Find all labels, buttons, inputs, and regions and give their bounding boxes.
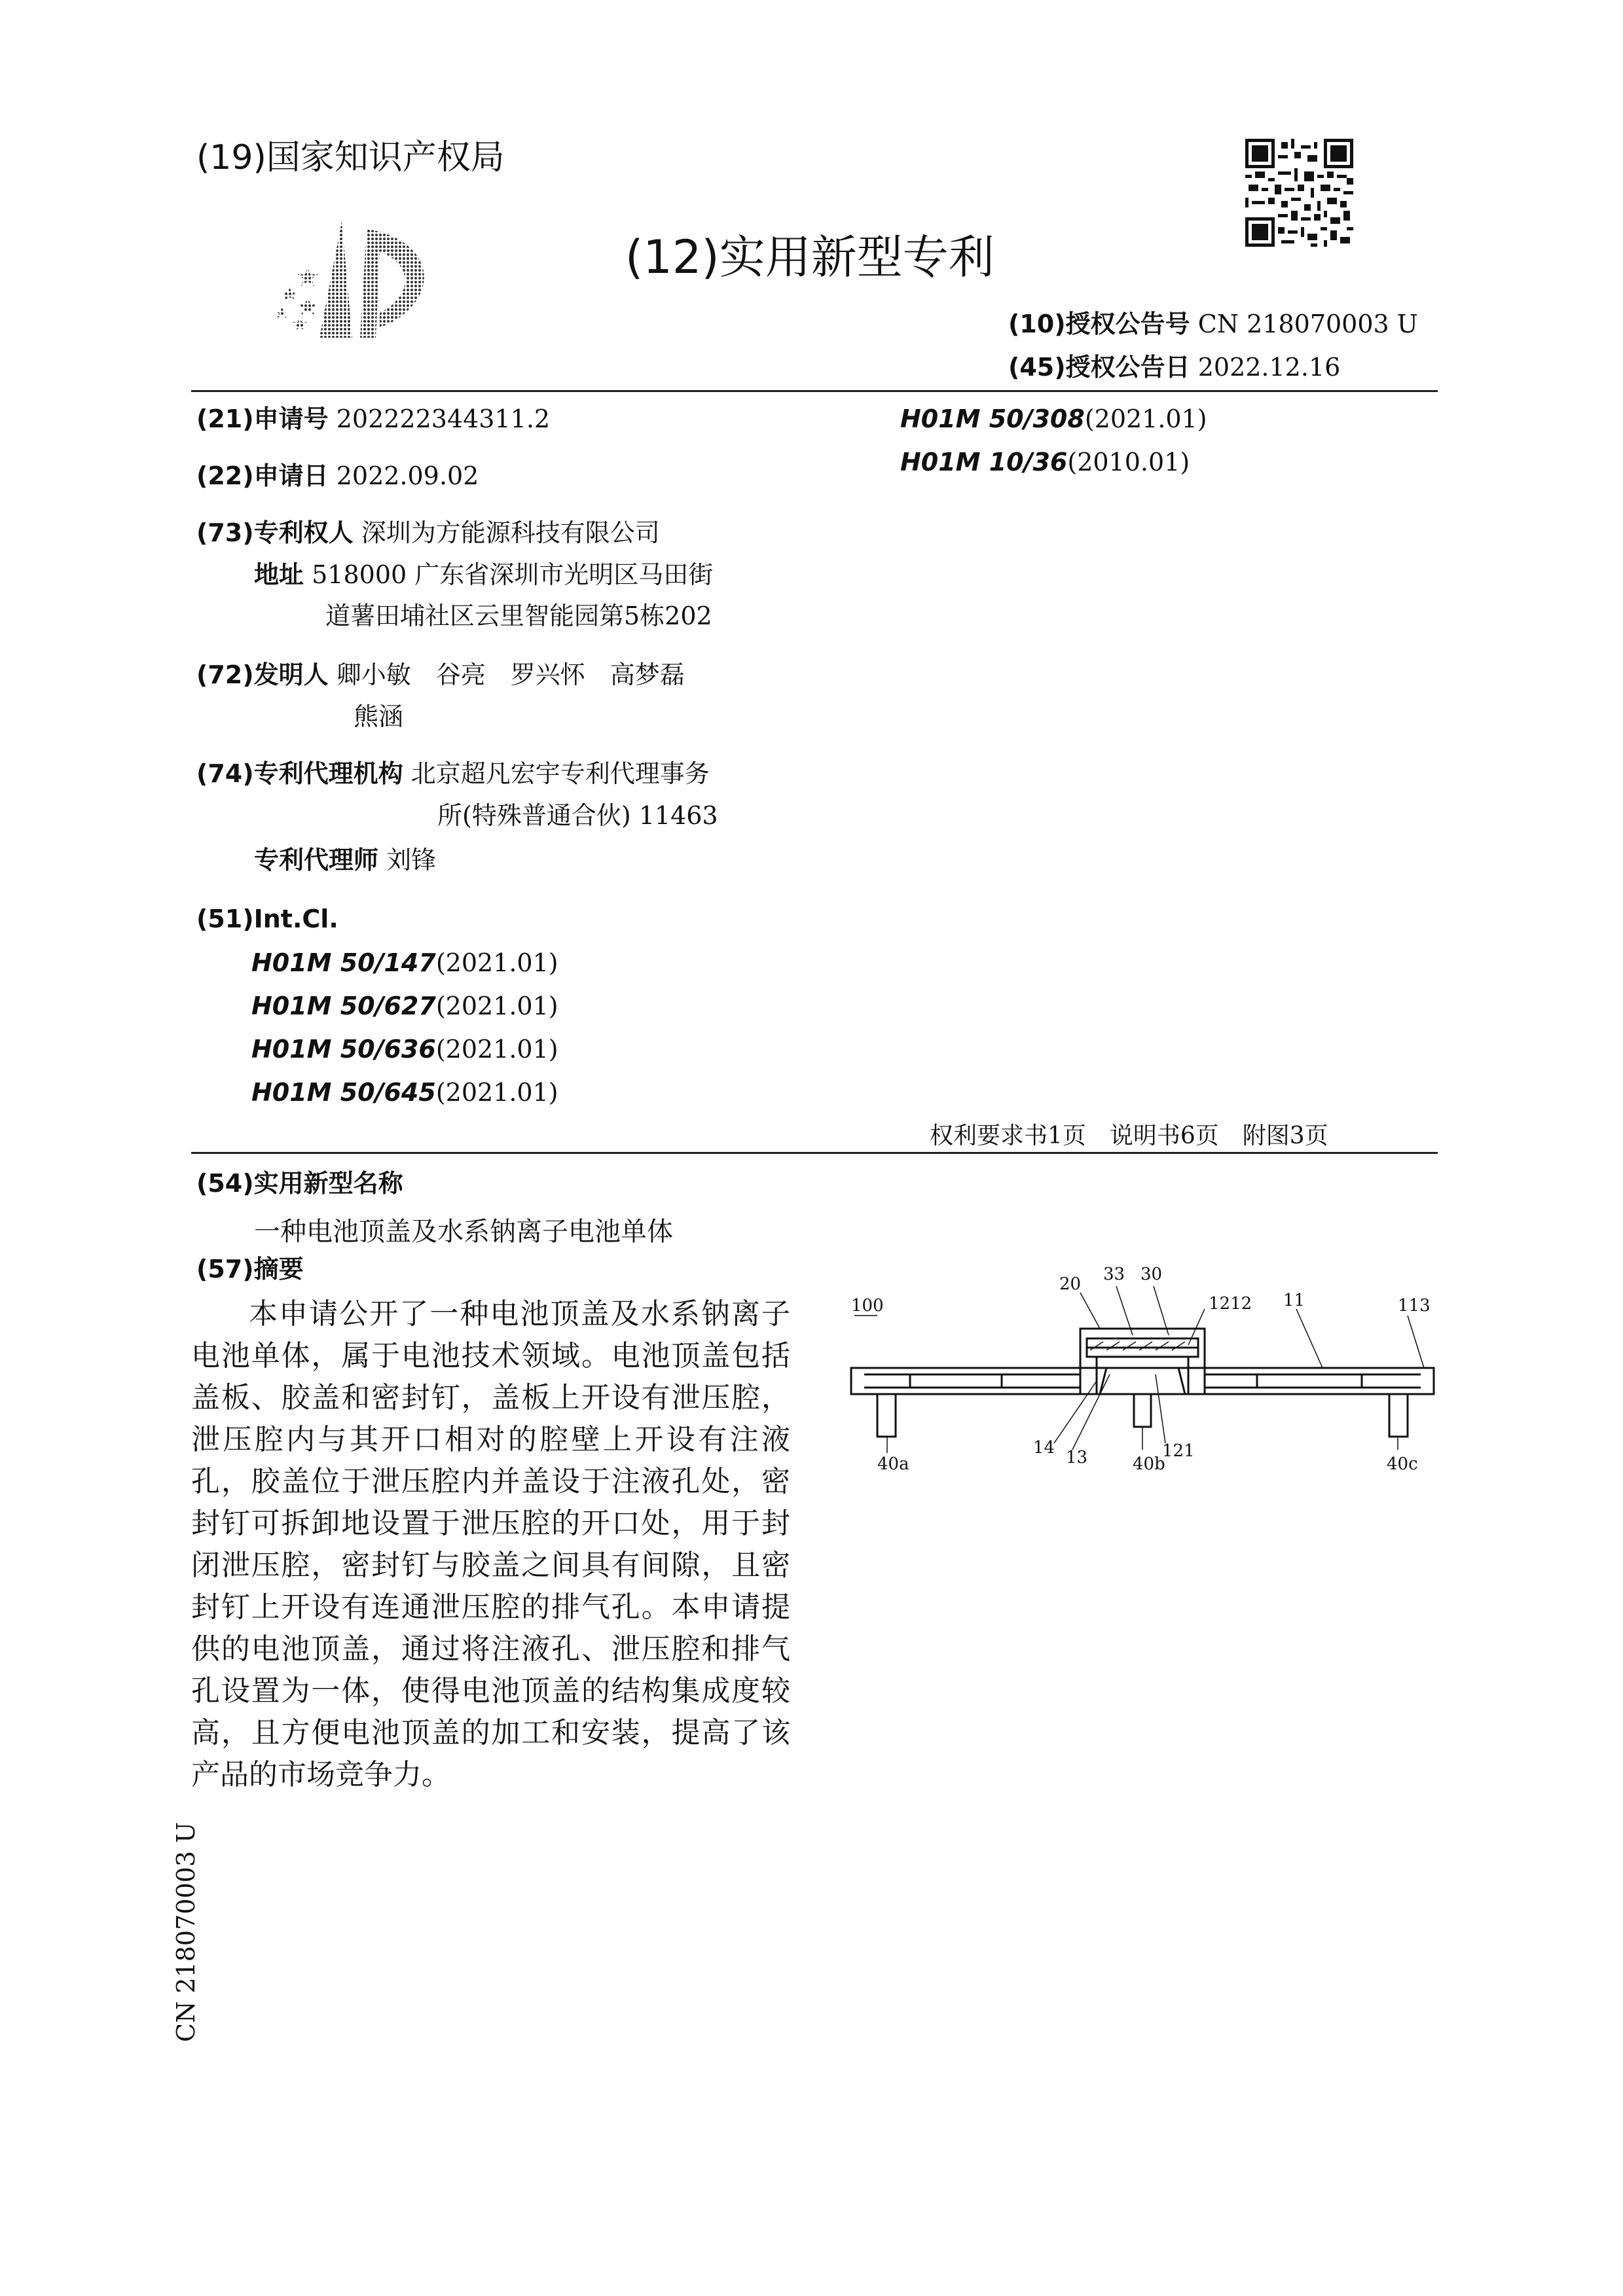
address-line-2: 道薯田埔社区云里智能园第5栋202 xyxy=(325,601,712,630)
label-40c: 40c xyxy=(1387,1454,1418,1474)
patent-holder-value: 深圳为方能源科技有限公司 xyxy=(361,518,660,547)
patent-agent-label: 专利代理师 xyxy=(254,846,379,874)
int-cl-entry xyxy=(900,406,1207,431)
publication-number-value: CN 218070003 U xyxy=(1197,310,1418,338)
patent-agent xyxy=(254,848,436,872)
int-cl-entry xyxy=(251,1037,558,1062)
application-number-label: (21)申请号 xyxy=(196,404,329,433)
publication-date xyxy=(1008,355,1340,380)
int-cl-version: (2021.01) xyxy=(435,1078,558,1107)
terminal-40a xyxy=(877,1394,896,1437)
logo-stroke-right xyxy=(360,229,424,338)
label-20: 20 xyxy=(1059,1274,1082,1294)
int-cl-entry xyxy=(900,450,1190,475)
terminal-40b xyxy=(1134,1394,1151,1427)
application-number-value: 202222344311.2 xyxy=(336,404,551,433)
patent-holder xyxy=(196,520,660,545)
publication-number-label: (10)授权公告号 xyxy=(1008,310,1190,338)
application-date-label: (22)申请日 xyxy=(196,461,329,490)
int-cl-code: H01M 50/308 xyxy=(900,404,1085,433)
label-30: 30 xyxy=(1140,1265,1163,1284)
abstract-label: (57)摘要 xyxy=(196,1255,304,1283)
int-cl-entry xyxy=(251,994,558,1018)
application-date-value: 2022.09.02 xyxy=(336,461,479,490)
application-number xyxy=(196,406,550,431)
int-cl-version: (2021.01) xyxy=(1084,404,1207,433)
qr-code xyxy=(1245,139,1353,247)
utility-model-title: 一种电池顶盖及水系钠离子电池单体 xyxy=(254,1217,673,1247)
patent-agency-line-1: 北京超凡宏宇专利代理事务 xyxy=(410,759,710,788)
int-cl-label: (51)Int.Cl. xyxy=(196,905,338,933)
patent-holder-label: (73)专利权人 xyxy=(196,518,354,547)
int-cl-entry xyxy=(251,1080,558,1105)
terminal-40c xyxy=(1389,1394,1408,1437)
biblio-rule xyxy=(191,1152,1438,1154)
page-counts: 权利要求书1页 说明书6页 附图3页 xyxy=(930,1122,1328,1149)
header-rule xyxy=(191,390,1438,392)
label-40b: 40b xyxy=(1133,1454,1165,1474)
patent-agent-value: 刘锋 xyxy=(386,846,437,874)
label-121: 121 xyxy=(1162,1441,1195,1461)
int-cl-code: H01M 10/36 xyxy=(900,448,1068,476)
logo-stars xyxy=(275,267,318,331)
publication-date-value: 2022.12.16 xyxy=(1197,353,1341,382)
side-publication-number: CN 218070003 U xyxy=(172,1821,200,2042)
application-date xyxy=(196,463,479,488)
inventors-line-2: 熊涵 xyxy=(354,702,404,731)
label-113: 113 xyxy=(1398,1296,1431,1316)
utility-model-name-label: (54)实用新型名称 xyxy=(196,1169,403,1198)
address-label: 地址 xyxy=(254,560,304,589)
inventors-line-1: 卿小敏 谷亮 罗兴怀 高梦磊 xyxy=(336,660,685,689)
int-cl-version: (2021.01) xyxy=(435,1035,558,1064)
int-cl-version: (2021.01) xyxy=(435,948,558,977)
cover-plate xyxy=(851,1368,1434,1394)
label-13: 13 xyxy=(1066,1448,1088,1467)
publication-date-label: (45)授权公告日 xyxy=(1008,353,1190,382)
logo-stroke-left xyxy=(319,221,352,338)
label-33: 33 xyxy=(1103,1265,1125,1284)
patent-agency-line-2: 所(特殊普通合伙) 11463 xyxy=(437,801,718,830)
abstract-text: 本申请公开了一种电池顶盖及水系钠离子电池单体，属于电池技术领域。电池顶盖包括盖板、胶盖和密封钉，盖板上开设有泄压腔，泄压腔内与其开口相对的腔壁上开设有注液孔，胶盖位于泄压腔内并盖设于注液孔处，密封钉可拆卸地设置于泄压腔的开口处，用于封闭泄压腔，密封钉与胶盖之间具有间隙，且密封钉上开设有连通泄压腔的排气孔。本申请提供的电池顶盖，通过将注液孔、泄压腔和排气孔设置为一体，使得电池顶盖的结构集成度较高，且方便电池顶盖的加工和安装，提高了该产品的市场竞争力。 xyxy=(191,1297,790,1791)
document-type: (12)实用新型专利 xyxy=(625,230,994,284)
label-100: 100 xyxy=(851,1296,884,1316)
inventors xyxy=(196,662,685,687)
int-cl-version: (2010.01) xyxy=(1067,448,1190,476)
patent-agency xyxy=(196,761,710,786)
label-40a: 40a xyxy=(877,1454,909,1474)
int-cl-code: H01M 50/636 xyxy=(251,1035,436,1064)
inventors-label: (72)发明人 xyxy=(196,660,329,689)
patent-agency-label: (74)专利代理机构 xyxy=(196,759,403,788)
label-14: 14 xyxy=(1033,1438,1055,1458)
label-11: 11 xyxy=(1283,1291,1305,1310)
int-cl-code: H01M 50/147 xyxy=(251,948,436,977)
int-cl-code: H01M 50/645 xyxy=(251,1078,436,1107)
int-cl-version: (2021.01) xyxy=(435,992,558,1020)
int-cl-entry xyxy=(251,950,558,975)
holder-address xyxy=(254,562,713,587)
office-name: (19)国家知识产权局 xyxy=(196,138,505,177)
representative-drawing xyxy=(838,1244,1447,1518)
address-line-1: 518000 广东省深圳市光明区马田街 xyxy=(312,560,714,589)
publication-number xyxy=(1008,312,1418,336)
label-1212: 1212 xyxy=(1209,1294,1252,1314)
int-cl-code: H01M 50/627 xyxy=(251,992,436,1020)
cnipa-logo xyxy=(268,221,458,346)
